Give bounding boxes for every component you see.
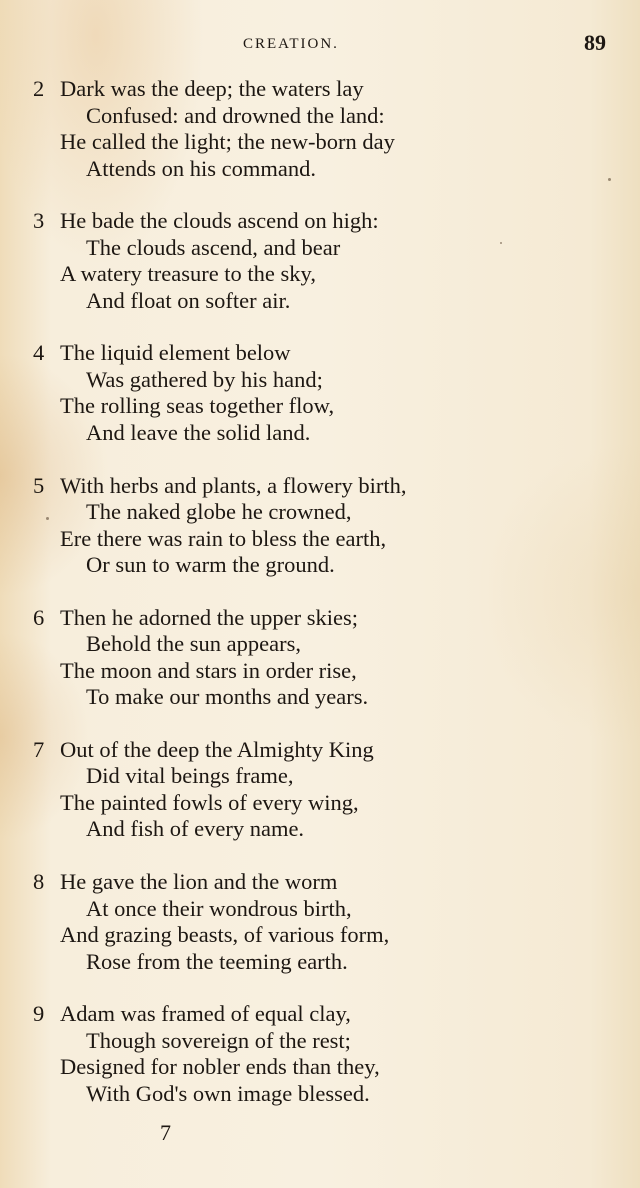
verse-line: And leave the solid land. (86, 419, 311, 445)
running-title: CREATION. (243, 36, 339, 52)
ink-speck (608, 178, 611, 181)
stanza-number: 5 (33, 472, 45, 498)
verse-line: The rolling seas together flow, (60, 393, 335, 419)
verse-line: He bade the clouds ascend on high: (60, 208, 379, 234)
verse-line: A watery treasure to the sky, (60, 261, 316, 287)
ink-speck (500, 242, 502, 244)
page-header (0, 30, 640, 62)
signature-mark: 7 (160, 1120, 171, 1145)
verse-line: Though sovereign of the rest; (86, 1027, 351, 1053)
verse-line: And grazing beasts, of various form, (60, 922, 390, 948)
verse-line: Dark was the deep; the waters lay (60, 76, 364, 101)
verse-line: With God's own image blessed. (86, 1080, 370, 1106)
stanza (0, 604, 640, 736)
verse-line: Ere there was rain to bless the earth, (60, 525, 387, 551)
verse-line: Attends on his command. (86, 155, 316, 181)
verse-line: Designed for nobler ends than they, (60, 1054, 380, 1080)
stanza (0, 472, 640, 604)
verse-line: With herbs and plants, a flowery birth, (60, 472, 407, 498)
verse-line: At once their wondrous birth, (86, 895, 352, 921)
stanza (0, 1000, 640, 1132)
stanza-number: 8 (33, 869, 45, 895)
hymn-text (0, 75, 640, 1133)
verse-line: Then he adorned the upper skies; (60, 604, 359, 630)
page-number: 89 (584, 30, 606, 55)
stanza (0, 736, 640, 868)
stanza (0, 207, 640, 339)
stanza (0, 75, 640, 207)
verse-line: Did vital beings frame, (86, 763, 294, 789)
stanza-number: 7 (33, 736, 45, 762)
stanza-number: 9 (33, 1001, 45, 1027)
verse-line: The naked globe he crowned, (86, 499, 352, 525)
verse-line: Was gathered by his hand; (86, 366, 323, 392)
verse-line: Out of the deep the Almighty King (60, 736, 374, 762)
verse-line: Rose from the teeming earth. (86, 948, 348, 974)
stanza (0, 339, 640, 471)
ink-speck (46, 517, 49, 520)
verse-line: To make our months and years. (86, 684, 369, 710)
stanza-number: 6 (33, 604, 45, 630)
verse-line: He gave the lion and the worm (60, 869, 338, 895)
stanza-number: 4 (33, 340, 45, 366)
verse-line: The liquid element below (60, 340, 291, 366)
stanza (0, 868, 640, 1000)
verse-line: Or sun to warm the ground. (86, 552, 335, 578)
stanza-number: 2 (33, 76, 45, 101)
verse-line: The moon and stars in order rise, (60, 657, 357, 683)
verse-line: And float on softer air. (86, 287, 291, 313)
verse-line: He called the light; the new-born day (60, 129, 395, 154)
verse-line: The clouds ascend, and bear (86, 234, 341, 260)
verse-line: And fish of every name. (86, 816, 305, 842)
verse-line: Behold the sun appears, (86, 631, 301, 657)
verse-line: The painted fowls of every wing, (60, 789, 359, 815)
verse-line: Adam was framed of equal clay, (60, 1001, 351, 1027)
verse-line: Confused: and drowned the land: (86, 102, 385, 128)
stanza-number: 3 (33, 208, 45, 234)
